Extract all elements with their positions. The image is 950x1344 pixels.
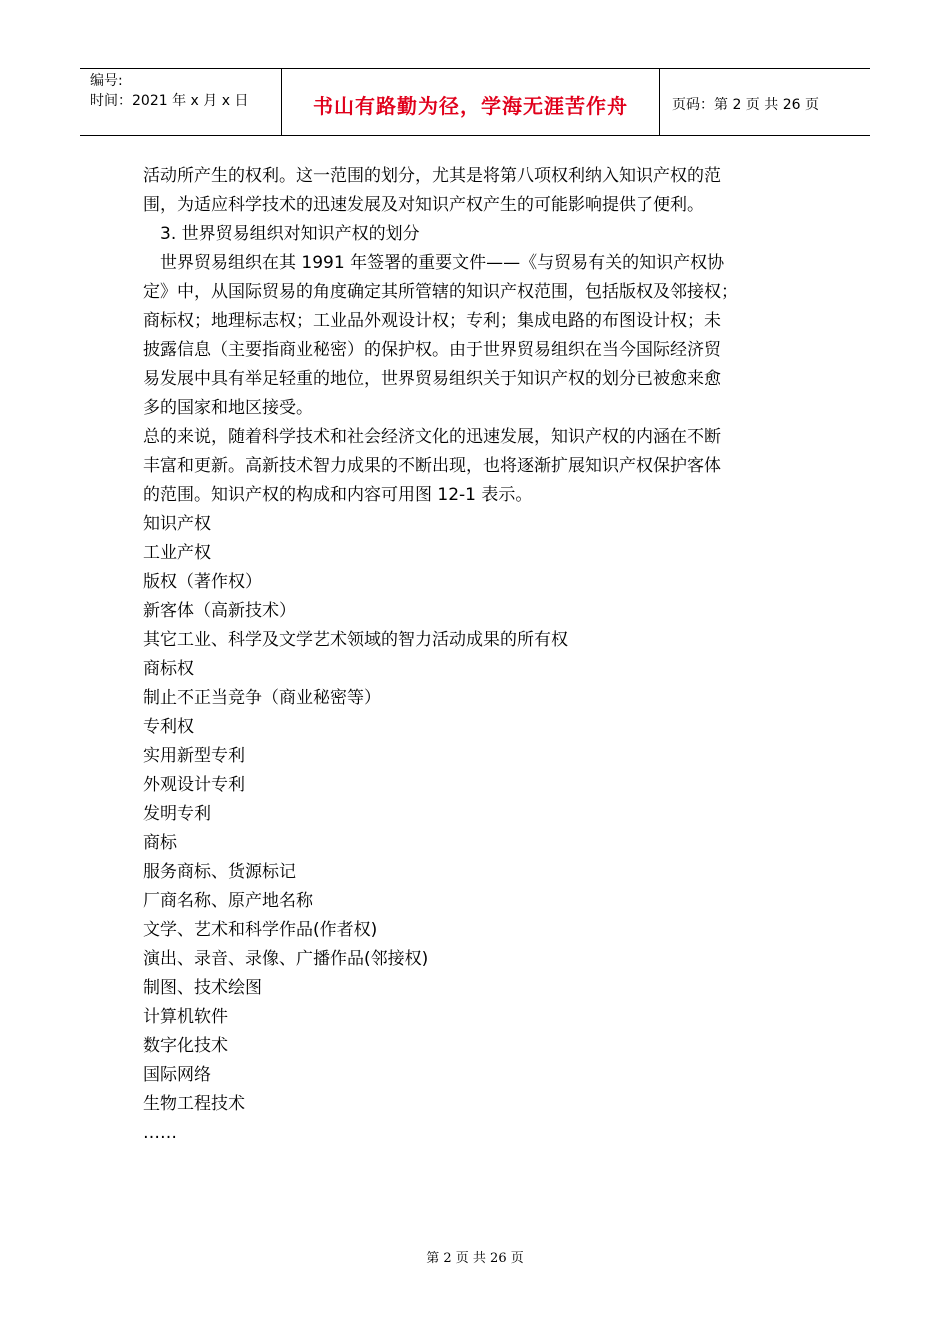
header-motto: 书山有路勤为径，学海无涯苦作舟: [282, 69, 660, 135]
list-item: 外观设计专利: [143, 775, 245, 795]
header-meta: [80, 69, 282, 135]
ip-structure-list: [143, 510, 803, 1148]
body-line: 定》中，从国际贸易的角度确定其所管辖的知识产权范围，包括版权及邻接权；: [143, 282, 738, 302]
list-item: 专利权: [143, 717, 194, 737]
body-line: 丰富和更新。高新技术智力成果的不断出现，也将逐渐扩展知识产权保护客体: [143, 456, 721, 476]
list-item: 其它工业、科学及文学艺术领域的智力活动成果的所有权: [143, 630, 568, 650]
list-item: 演出、录音、录像、广播作品(邻接权): [143, 949, 429, 969]
body-line: 活动所产生的权利。这一范围的划分，尤其是将第八项权利纳入知识产权的范: [143, 166, 721, 186]
body-line: 的范围。知识产权的构成和内容可用图 12-1 表示。: [143, 485, 533, 505]
list-item: 发明专利: [143, 804, 211, 824]
body-line: 商标权；地理标志权；工业品外观设计权；专利；集成电路的布图设计权；未: [143, 311, 721, 331]
list-item: 计算机软件: [143, 1007, 228, 1027]
body-line: 披露信息（主要指商业秘密）的保护权。由于世界贸易组织在当今国际经济贸: [143, 340, 721, 360]
list-item: 制图、技术绘图: [143, 978, 262, 998]
body-line: 总的来说，随着科学技术和社会经济文化的迅速发展，知识产权的内涵在不断: [143, 427, 721, 447]
body-line: 世界贸易组织在其 1991 年签署的重要文件——《与贸易有关的知识产权协: [160, 253, 725, 273]
list-item: 商标: [143, 833, 177, 853]
list-item: 新客体（高新技术）: [143, 601, 296, 621]
header-page-info: 页码：第 2 页 共 26 页: [672, 97, 819, 113]
list-item: 厂商名称、原产地名称: [143, 891, 313, 911]
document-date: 时间：2021 年 x 月 x 日: [90, 93, 249, 109]
body-line: 围，为适应科学技术的迅速发展及对知识产权产生的可能影响提供了便利。: [143, 195, 704, 215]
body-line: 易发展中具有举足轻重的地位，世界贸易组织关于知识产权的划分已被愈来愈: [143, 369, 721, 389]
list-item: 商标权: [143, 659, 194, 679]
list-item: 服务商标、货源标记: [143, 862, 296, 882]
list-item: 国际网络: [143, 1065, 211, 1085]
page-footer: 第 2 页 共 26 页: [426, 1251, 524, 1266]
list-item: 数字化技术: [143, 1036, 228, 1056]
list-item: 知识产权: [143, 514, 211, 534]
list-item: 生物工程技术: [143, 1094, 245, 1114]
section-heading: 3. 世界贸易组织对知识产权的划分: [160, 224, 420, 244]
list-item: 制止不正当竞争（商业秘密等）: [143, 688, 381, 708]
list-item: 工业产权: [143, 543, 211, 563]
body-line: 多的国家和地区接受。: [143, 398, 313, 418]
page-header: [80, 68, 870, 136]
list-item: ……: [143, 1123, 177, 1143]
document-body: [143, 162, 803, 1148]
document-number-label: 编号:: [90, 73, 123, 89]
list-item: 实用新型专利: [143, 746, 245, 766]
list-item: 版权（著作权）: [143, 572, 262, 592]
list-item: 文学、艺术和科学作品(作者权): [143, 920, 378, 940]
